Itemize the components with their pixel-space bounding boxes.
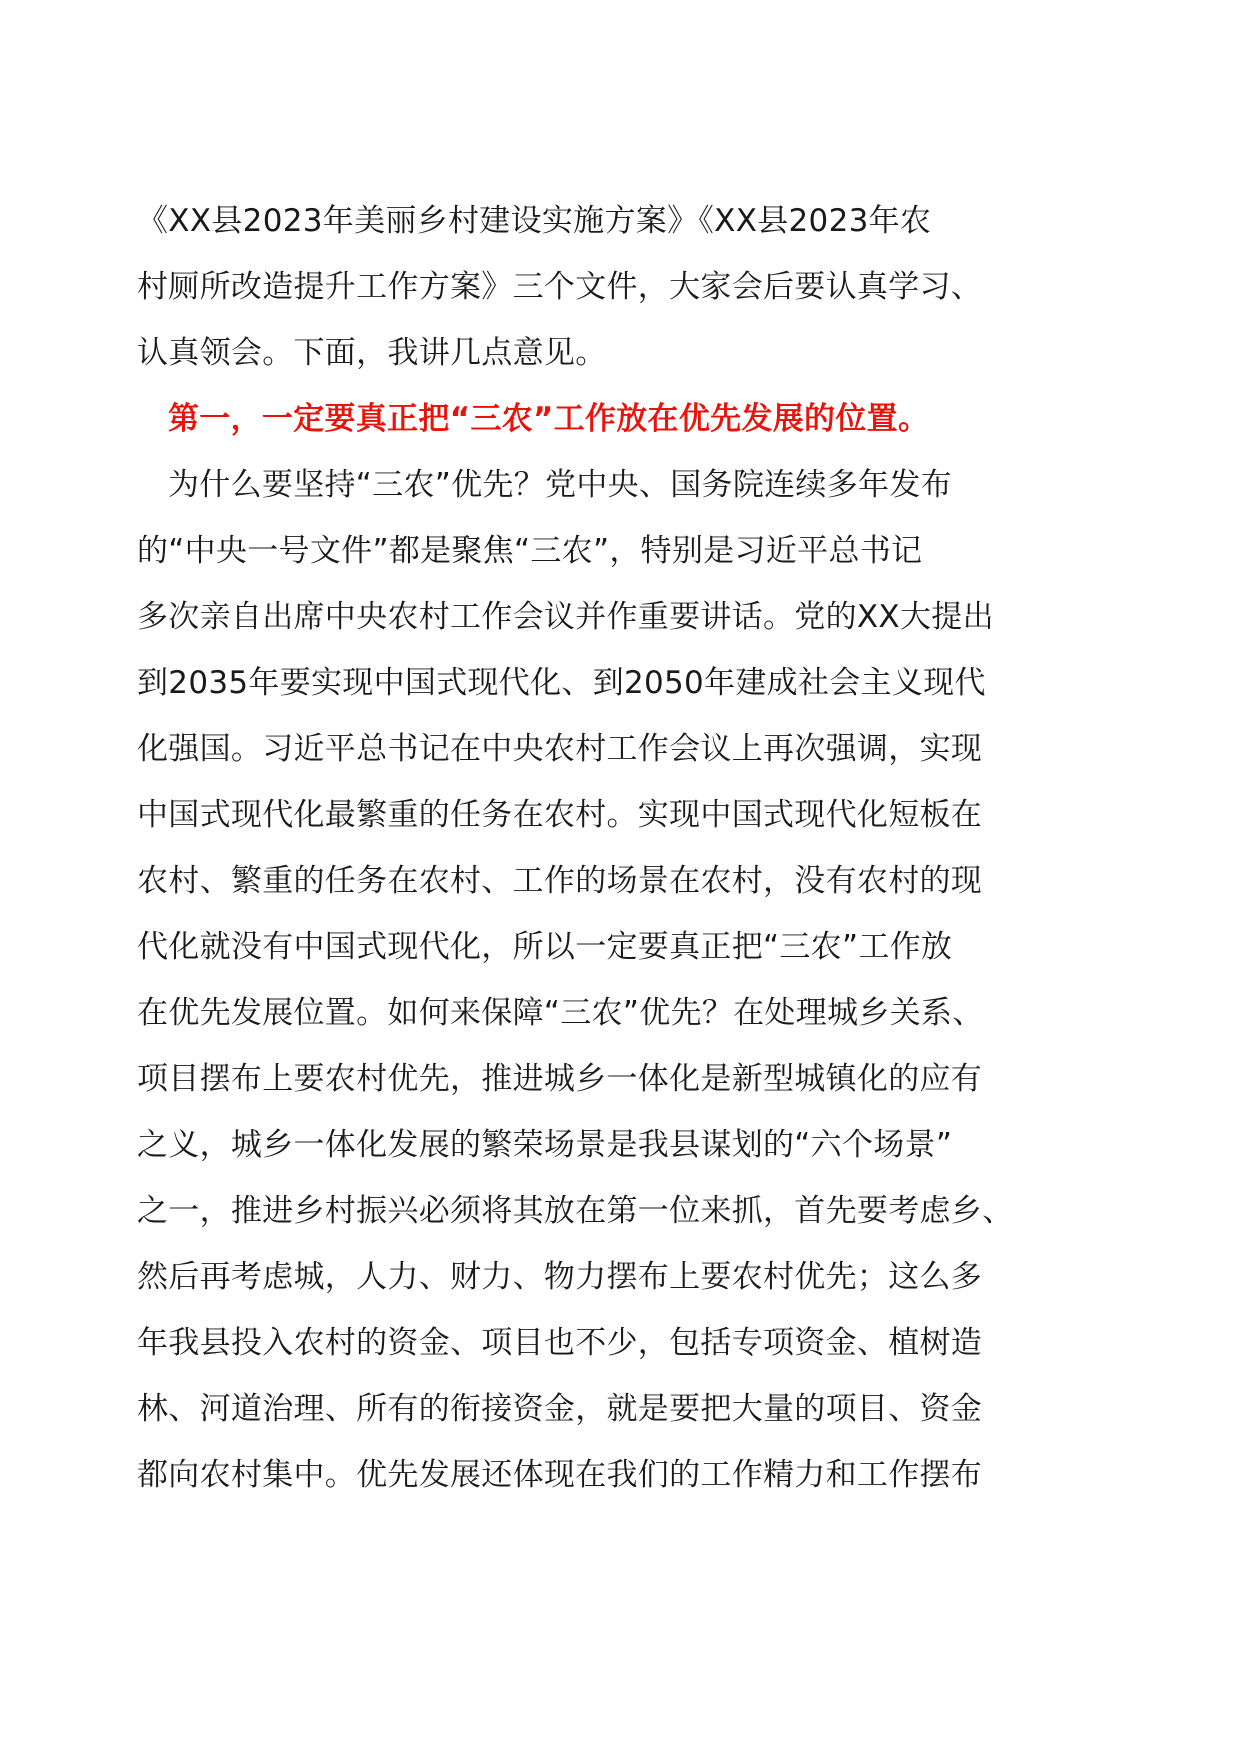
paragraph-line: 的“中央一号文件”都是聚焦“三农”，特别是习近平总书记 (137, 533, 923, 569)
paragraph-line: 年我县投入农村的资金、项目也不少，包括专项资金、植树造 (137, 1325, 983, 1361)
document-body (137, 188, 1117, 1508)
paragraph-line: 《XX县2023年美丽乡村建设实施方案》《XX县2023年农 (137, 203, 932, 239)
paragraph-line: 到2035年要实现中国式现代化、到2050年建成社会主义现代 (137, 665, 986, 701)
paragraph-line: 中国式现代化最繁重的任务在农村。实现中国式现代化短板在 (137, 797, 983, 833)
paragraph-line: 林、河道治理、所有的衔接资金，就是要把大量的项目、资金 (137, 1391, 983, 1427)
paragraph-line: 代化就没有中国式现代化，所以一定要真正把“三农”工作放 (137, 929, 953, 965)
paragraph-line: 之义，城乡一体化发展的繁荣场景是我县谋划的“六个场景” (137, 1127, 953, 1163)
paragraph-line: 村厕所改造提升工作方案》三个文件，大家会后要认真学习、 (137, 269, 983, 305)
paragraph-line: 都向农村集中。优先发展还体现在我们的工作精力和工作摆布 (137, 1457, 983, 1493)
section-heading: 第一，一定要真正把“三农”工作放在优先发展的位置。 (168, 401, 930, 437)
paragraph-line: 化强国。习近平总书记在中央农村工作会议上再次强调，实现 (137, 731, 983, 767)
paragraph-line: 在优先发展位置。如何来保障“三农”优先？在处理城乡关系、 (137, 995, 984, 1031)
paragraph-line: 多次亲自出席中央农村工作会议并作重要讲话。党的XX大提出 (137, 599, 994, 635)
paragraph-line: 认真领会。下面，我讲几点意见。 (137, 335, 607, 371)
paragraph-line: 然后再考虑城，人力、财力、物力摆布上要农村优先；这么多 (137, 1259, 983, 1295)
paragraph-line: 项目摆布上要农村优先，推进城乡一体化是新型城镇化的应有 (137, 1061, 983, 1097)
paragraph-line: 为什么要坚持“三农”优先？党中央、国务院连续多年发布 (168, 467, 952, 503)
paragraph-line: 之一，推进乡村振兴必须将其放在第一位来抓，首先要考虑乡、 (137, 1193, 1014, 1229)
paragraph-line: 农村、繁重的任务在农村、工作的场景在农村，没有农村的现 (137, 863, 983, 899)
